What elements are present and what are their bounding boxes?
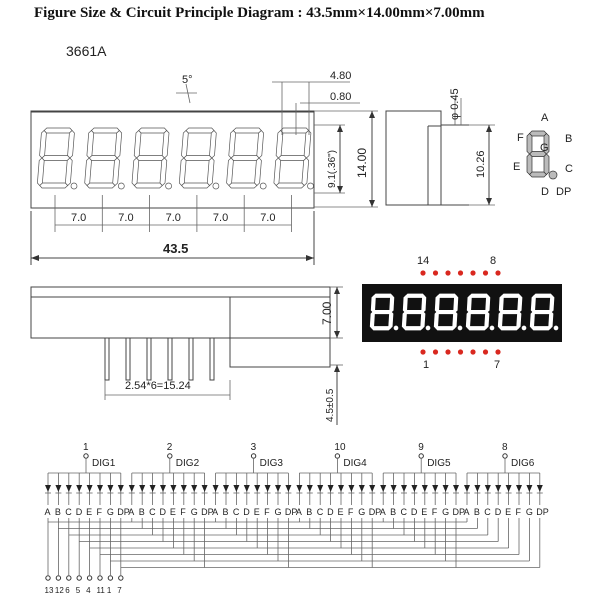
pitch-label: 7.0 [165, 212, 181, 224]
digit-pin-number: 3 [250, 442, 257, 453]
bottom-view [31, 287, 343, 425]
circuit-segment-label: G [442, 507, 450, 517]
digit-pin-number: 9 [418, 442, 424, 453]
digit-label: DIG2 [175, 458, 200, 469]
circuit-segment-label: C [400, 507, 407, 517]
front-body-outline [31, 111, 314, 208]
segment-pin-number: 6 [65, 586, 70, 595]
circuit-segment-label: G [358, 507, 366, 517]
thickness: 7.00 [320, 301, 334, 325]
side-view [386, 88, 495, 205]
pin-pitch: 2.54*6=15.24 [125, 380, 191, 392]
circuit-segment-label: C [65, 507, 72, 517]
circuit-segment-label: D [410, 507, 418, 517]
segment-label: F [517, 132, 524, 144]
pitch-label: 7.0 [212, 212, 229, 224]
circuit-segment-label: G [190, 507, 198, 517]
circuit-segment-label: D [159, 507, 166, 517]
circuit-segment-label: G [525, 507, 533, 517]
dim-top-2: 0.80 [330, 91, 352, 103]
circuit-segment-label: F [347, 507, 354, 517]
pin-length: 4.5±0.5 [325, 388, 336, 422]
bottom-pin-last: 7 [494, 359, 501, 371]
digit-pin-number: 8 [502, 442, 508, 453]
total-height: 14.00 [355, 147, 369, 178]
front-digit [132, 128, 172, 189]
circuit-segment-label: DP [284, 507, 298, 517]
digit-pin-number: 1 [83, 442, 89, 453]
segment-pin-number: 5 [75, 586, 81, 595]
segment-legend [513, 112, 573, 198]
front-digit [85, 128, 125, 189]
circuit-segment-label: E [505, 507, 512, 517]
circuit-segment-label: F [515, 507, 521, 517]
digit-label: DIG3 [259, 458, 283, 469]
display-photo [362, 255, 562, 371]
circuit-segment-label: DP [536, 507, 549, 517]
segment-pin-number: 13 [44, 586, 54, 595]
circuit-segment-label: C [316, 507, 324, 517]
front-digit [179, 128, 219, 189]
circuit-segment-label: D [494, 507, 502, 517]
legend-digit [527, 131, 557, 179]
digit-label: DIG6 [511, 458, 535, 469]
circuit-segment-label: B [138, 507, 145, 517]
circuit-segment-label: C [232, 507, 240, 517]
circuit-segment-label: F [431, 507, 438, 517]
circuit-segment-label: DP [452, 507, 466, 517]
pitch-label: 7.0 [260, 212, 276, 224]
segment-label: G [540, 142, 549, 154]
circuit-segment-label: E [169, 507, 176, 517]
front-digit [227, 128, 267, 189]
circuit-segment-label: F [264, 507, 270, 517]
bottom-pin-first: 1 [423, 359, 430, 371]
digit-height: 9.1(.36") [327, 149, 338, 188]
digit-pin-number: 10 [334, 442, 346, 453]
circuit-segment-label: E [86, 507, 93, 517]
segment-label: D [541, 186, 549, 198]
circuit-segment-label: B [306, 507, 313, 517]
circuit-segment-label: A [128, 507, 135, 517]
segment-pin-number: 4 [86, 586, 91, 595]
circuit-segment-label: B [222, 507, 229, 517]
digit-label: DIG5 [427, 458, 451, 469]
circuit-segment-label: DP [368, 507, 382, 517]
circuit-segment-label: B [54, 507, 61, 517]
segment-label: DP [556, 186, 572, 198]
model-label: 3661A [66, 43, 107, 59]
pin-span: 10.26 [475, 150, 487, 178]
pitch-label: 7.0 [71, 212, 87, 224]
dim-top-1: 4.80 [330, 70, 352, 82]
circuit-segment-label: C [149, 507, 156, 517]
circuit-segment-label: E [253, 507, 260, 517]
digit-pin-number: 2 [166, 442, 173, 453]
segment-pin-number: 12 [54, 586, 64, 595]
pitch-dimensions [55, 195, 292, 232]
circuit-segment-label: A [44, 507, 51, 517]
circuit-segment-label: E [421, 507, 428, 517]
segment-label: A [541, 112, 549, 124]
front-view [31, 70, 378, 265]
circuit-diagram [45, 442, 549, 595]
circuit-segment-label: F [96, 507, 102, 517]
circuit-segment-label: A [463, 507, 470, 517]
circuit-segment-label: D [327, 507, 334, 517]
front-digit [274, 128, 314, 189]
segment-pin-number: 1 [106, 586, 112, 595]
segment-label: E [513, 161, 521, 173]
pin-diameter: φ 0.45 [449, 88, 461, 120]
top-pin-last: 8 [490, 255, 497, 267]
circuit-segment-label: G [106, 507, 114, 517]
circuit-segment-label: F [180, 507, 186, 517]
page-title: Figure Size & Circuit Principle Diagram : 43.5mm×14.00mm×7.00mm [34, 5, 485, 21]
circuit-segment-label: A [379, 507, 386, 517]
circuit-segment-label: C [484, 507, 491, 517]
circuit-segment-label: G [274, 507, 282, 517]
circuit-segment-label: B [473, 507, 480, 517]
segment-label: B [565, 133, 573, 145]
segment-pin-number: 11 [96, 586, 105, 595]
top-pin-first: 14 [417, 255, 430, 267]
total-width: 43.5 [163, 241, 189, 256]
circuit-segment-label: A [295, 507, 302, 517]
front-digits [37, 128, 313, 189]
pitch-label: 7.0 [118, 212, 134, 224]
circuit-segment-label: A [212, 507, 219, 517]
circuit-segment-label: DP [117, 507, 130, 517]
circuit-segment-label: B [390, 507, 397, 517]
angle-label: 5° [182, 74, 193, 86]
circuit-segment-label: D [75, 507, 83, 517]
circuit-segment-label: D [243, 507, 250, 517]
front-digit [37, 128, 77, 189]
digit-label: DIG4 [343, 458, 367, 469]
segment-label: C [565, 163, 573, 175]
circuit-segment-label: DP [201, 507, 214, 517]
segment-pin-number: 7 [117, 586, 122, 595]
digit-label: DIG1 [92, 458, 116, 469]
circuit-segment-label: E [337, 507, 344, 517]
